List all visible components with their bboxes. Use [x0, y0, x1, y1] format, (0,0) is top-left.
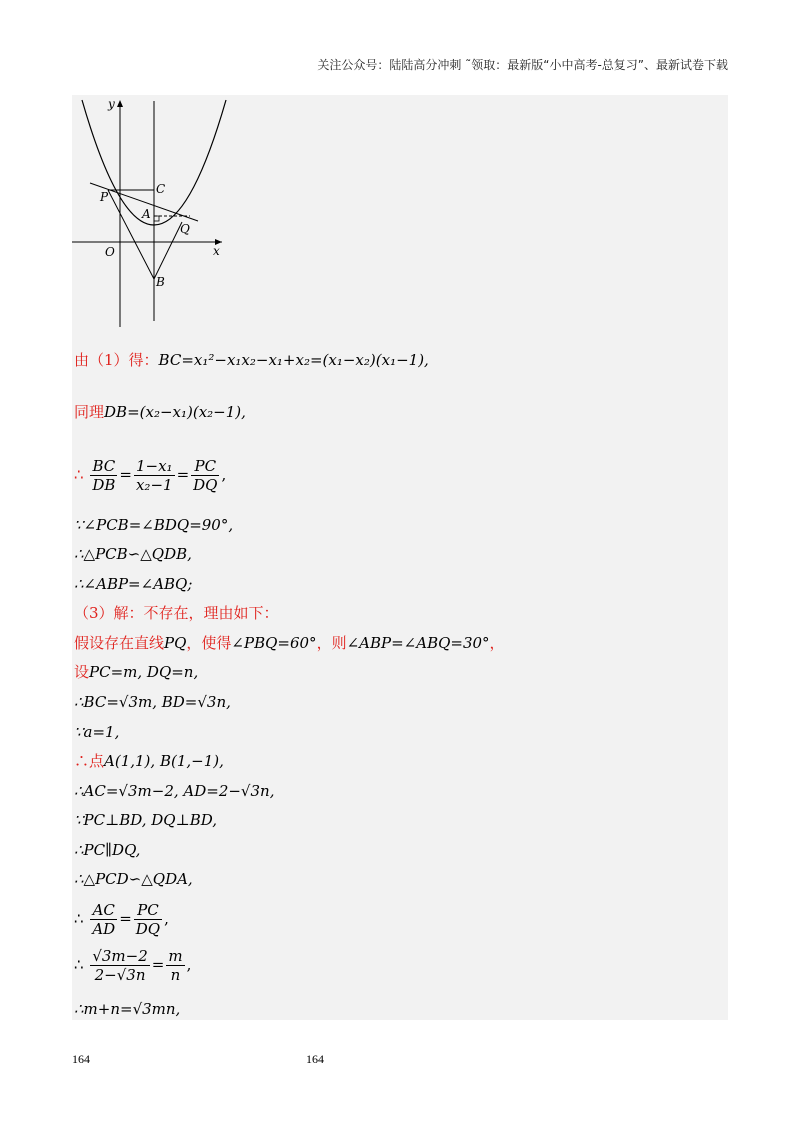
- line-perpendicular: ∵PC⊥BD, DQ⊥BD,: [74, 811, 217, 829]
- fraction: $\frac{BC}{DB}$: [92, 457, 116, 494]
- line-bc-bd: ∴BC=√3m, BD=√3n,: [74, 693, 231, 711]
- line-db-expression: 同理DB=(x₂−x₁)(x₂−1),: [74, 403, 246, 421]
- solution-panel: [72, 95, 728, 1020]
- label-q: Q: [180, 222, 190, 236]
- label-c: C: [156, 182, 166, 196]
- label-a: A: [142, 207, 151, 221]
- line-right-angles: ∵∠PCB=∠BDQ=90°,: [74, 516, 234, 534]
- label-p: P: [100, 190, 109, 204]
- line-ratio-bc-db: ∴ $\frac{BC}{DB}$ = $\frac{\text{1−x₁}}{\text{x₂−1}}$ = $\frac{PC}{DQ}$ ,: [74, 457, 227, 494]
- page-header: 关注公众号：陆陆高分冲刺 ˜领取：最新版“小中高考-总复习”、最新试卷下载: [317, 58, 728, 72]
- page-number-left: 164: [72, 1052, 90, 1066]
- line-set-variables: 设PC=m, DQ=n,: [74, 663, 199, 681]
- line-m-plus-n: ∴m+n=√3mn,: [74, 1000, 181, 1018]
- line-bc-expression: 由（1）得：BC=x₁²−x₁x₂−x₁+x₂=(x₁−x₂)(x₁−1),: [74, 351, 429, 369]
- parabola-figure: [72, 95, 242, 327]
- label-b: B: [156, 275, 165, 289]
- fraction: $\frac{m}{n}$: [168, 947, 183, 984]
- label-y: y: [108, 97, 115, 111]
- line-similar-triangles: ∴△PCB∽△QDB,: [74, 545, 192, 563]
- line-points-ab: ∴点A(1,1), B(1,−1),: [74, 752, 224, 770]
- line-ratio-ac-ad: ∴ $\frac{AC}{AD}$ = $\frac{PC}{DQ}$ ,: [74, 901, 169, 938]
- line-similar-pcd-qda: ∴△PCD∽△QDA,: [74, 870, 193, 888]
- fraction: $\frac{AC}{AD}$: [92, 901, 116, 938]
- label-o: O: [105, 245, 115, 259]
- fraction: $\frac{\text{1−x₁}}{\text{x₂−1}}$: [135, 457, 173, 494]
- line-equal-angles: ∴∠ABP=∠ABQ;: [74, 575, 193, 593]
- line-ac-ad: ∴AC=√3m−2, AD=2−√3n,: [74, 782, 275, 800]
- line-part3-heading: （3）解：不存在，理由如下：: [74, 604, 279, 622]
- line-a-value: ∵a=1,: [74, 723, 120, 741]
- fraction: $\frac{PC}{DQ}$: [135, 901, 161, 938]
- label-x: x: [213, 244, 220, 258]
- fraction: $\frac{PC}{DQ}$: [193, 457, 218, 494]
- line-ratio-substituted: ∴ $\frac{√3m-2}{2-√3n}$ = $\frac{m}{n}$ ,: [74, 947, 192, 984]
- fraction: $\frac{√3m-2}{2-√3n}$: [92, 947, 148, 984]
- line-assumption: 假设存在直线PQ，使得∠PBQ=60°，则∠ABP=∠ABQ=30°，: [74, 634, 505, 652]
- line-parallel: ∴PC∥DQ,: [74, 841, 141, 859]
- page-number-center: 164: [306, 1052, 324, 1066]
